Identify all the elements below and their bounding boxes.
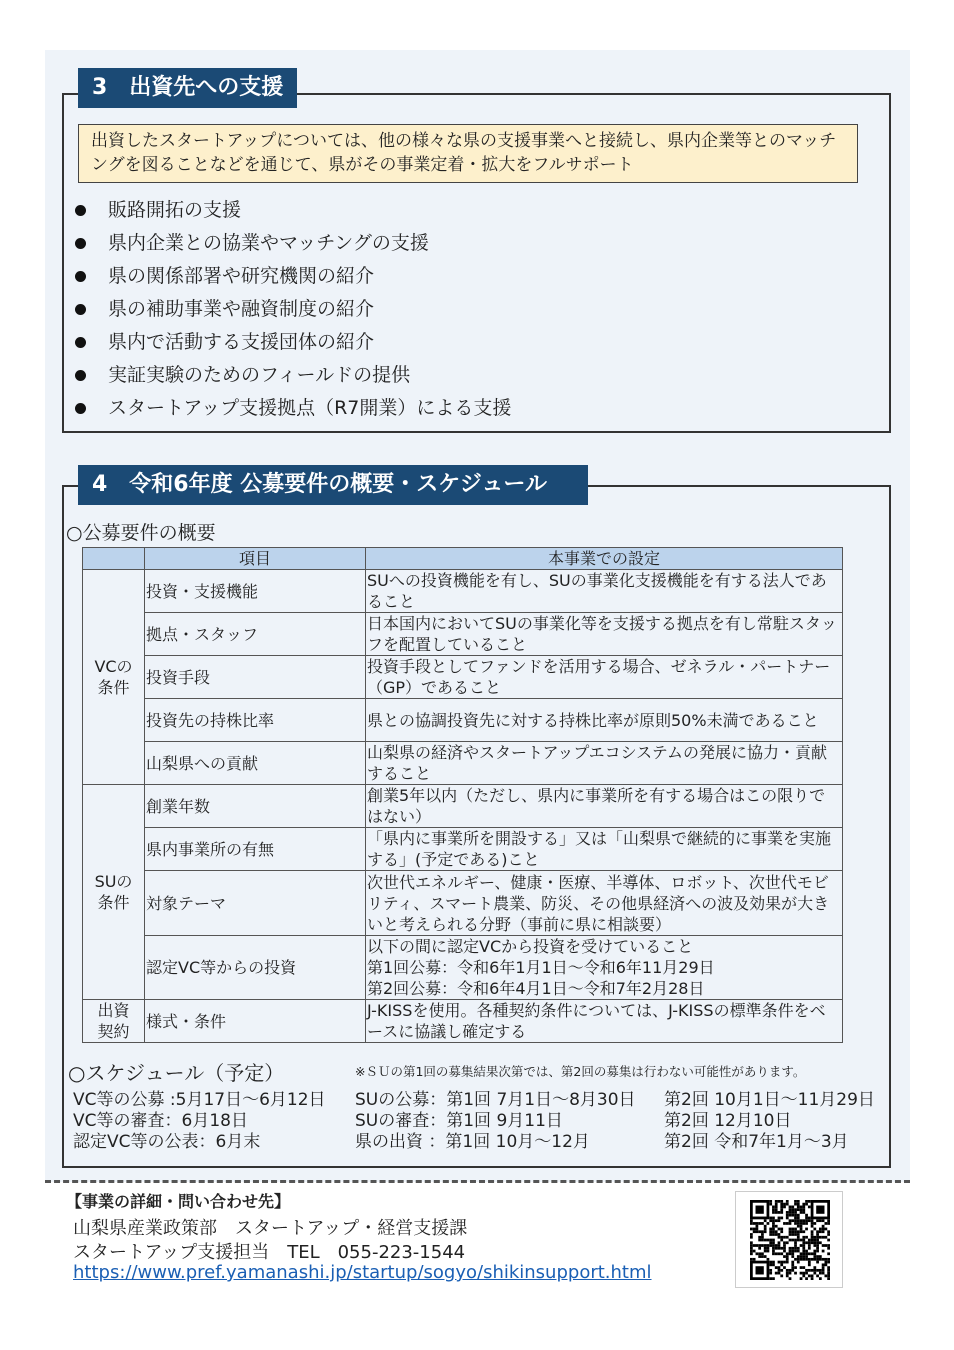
item-cell: 投資・支援機能 bbox=[145, 570, 366, 613]
bullet-item bbox=[75, 294, 374, 321]
contact-url-link[interactable]: https://www.pref.yamanashi.jp/startup/sogyo/shikinsupport.html bbox=[73, 1262, 652, 1283]
schedule-item: 第2回 令和7年1月～3月 bbox=[664, 1132, 849, 1152]
bullet-icon bbox=[75, 370, 86, 381]
bullet-icon bbox=[75, 271, 86, 282]
bullet-icon bbox=[75, 403, 86, 414]
qr-code[interactable] bbox=[735, 1191, 843, 1288]
bullet-text: 実証実験のためのフィールドの提供 bbox=[108, 364, 411, 386]
bullet-icon bbox=[75, 304, 86, 315]
setting-cell: 県との協調投資先に対する持株比率が原則50%未満であること bbox=[366, 699, 843, 742]
table-row bbox=[83, 656, 843, 699]
setting-cell: 山梨県の経済やスタートアップエコシステムの発展に協力・貢献すること bbox=[366, 742, 843, 785]
group-label: SUの 条件 bbox=[83, 785, 145, 1000]
schedule-item: VC等の審査：6月18日 bbox=[73, 1111, 248, 1131]
table-row bbox=[83, 570, 843, 613]
table-row bbox=[83, 828, 843, 871]
bullet-item bbox=[75, 261, 374, 288]
bullet-text: 県の関係部署や研究機関の紹介 bbox=[108, 265, 375, 287]
bullet-icon bbox=[75, 337, 86, 348]
setting-cell: J-KISSを使用。各種契約条件については、J-KISSの標準条件をベースに協議し確定する bbox=[366, 1000, 843, 1043]
item-cell: 投資手段 bbox=[145, 656, 366, 699]
group-label: 出資 契約 bbox=[83, 1000, 145, 1043]
section3-note: 出資したスタートアップについては、他の様々な県の支援事業へと接続し、県内企業等とのマッチングを図ることなどを通じて、県がその事業定着・拡大をフルサポート bbox=[78, 124, 858, 183]
setting-cell: 次世代エネルギー、健康・医療、半導体、ロボット、次世代モビリティ、スマート農業、防災、その他県経済への波及効果が大きいと考えられる分野（事前に県に相談要） bbox=[366, 871, 843, 936]
contact-heading: 【事業の詳細・問い合わせ先】 bbox=[66, 1192, 291, 1211]
item-cell: 拠点・スタッフ bbox=[145, 613, 366, 656]
setting-cell: 創業5年以内（ただし、県内に事業所を有する場合はこの限りではない） bbox=[366, 785, 843, 828]
setting-cell: 「県内に事業所を開設する」又は「山梨県で継続的に事業を実施する」(予定である)こと bbox=[366, 828, 843, 871]
requirements-heading: ○公募要件の概要 bbox=[66, 522, 216, 544]
section3-title: 3 出資先への支援 bbox=[78, 68, 297, 108]
item-cell: 認定VC等からの投資 bbox=[145, 936, 366, 1000]
section4-title: 4 令和6年度 公募要件の概要・スケジュール bbox=[78, 465, 588, 505]
schedule-item: SUの審査：第1回 9月11日 bbox=[355, 1111, 563, 1131]
schedule-item: 第2回 10月1日～11月29日 bbox=[664, 1090, 875, 1110]
bullet-icon bbox=[75, 238, 86, 249]
bullet-text: 県内で活動する支援団体の紹介 bbox=[108, 331, 375, 353]
schedule-item: 県の出資 ：第1回 10月～12月 bbox=[355, 1132, 590, 1152]
setting-cell: 以下の間に認定VCから投資を受けていること 第1回公募：令和6年1月1日～令和6年11月29日 第2回公募：令和6年4月1日～令和7年2月28日 bbox=[366, 936, 843, 1000]
table-row bbox=[83, 871, 843, 936]
bullet-text: 県の補助事業や融資制度の紹介 bbox=[108, 298, 375, 320]
item-cell: 対象テーマ bbox=[145, 871, 366, 936]
table-row bbox=[83, 613, 843, 656]
contact-dept: 山梨県産業政策部 スタートアップ・経営支援課 bbox=[73, 1218, 468, 1239]
setting-cell: 投資手段としてファンドを活用する場合、ゼネラル・パートナー（GP）であること bbox=[366, 656, 843, 699]
schedule-item: SUの公募：第1回 7月1日～8月30日 bbox=[355, 1090, 636, 1110]
contact-person: スタートアップ支援担当 TEL 055-223-1544 bbox=[73, 1242, 466, 1263]
setting-cell: 日本国内においてSUの事業化等を支援する拠点を有し常駐スタッフを配置していること bbox=[366, 613, 843, 656]
qr-code-icon bbox=[748, 1200, 832, 1280]
table-row bbox=[83, 742, 843, 785]
header-blank bbox=[83, 548, 145, 570]
bullet-item bbox=[75, 228, 429, 255]
bullet-text: 県内企業との協業やマッチングの支援 bbox=[108, 232, 429, 254]
bullet-icon bbox=[75, 205, 86, 216]
item-cell: 県内事業所の有無 bbox=[145, 828, 366, 871]
schedule-item: VC等の公募 :5月17日～6月12日 bbox=[73, 1090, 326, 1110]
bullet-item bbox=[75, 327, 374, 354]
bullet-item bbox=[75, 195, 241, 222]
table-row bbox=[83, 1000, 843, 1043]
schedule-note: ※ＳＵの第1回の募集結果次第では、第2回の募集は行わない可能性があります。 bbox=[355, 1064, 806, 1079]
group-label: VCの 条件 bbox=[83, 570, 145, 785]
schedule-heading: ○スケジュール（予定） bbox=[68, 1061, 285, 1085]
item-cell: 投資先の持株比率 bbox=[145, 699, 366, 742]
item-cell: 山梨県への貢献 bbox=[145, 742, 366, 785]
bullet-text: スタートアップ支援拠点（R7開業）による支援 bbox=[108, 397, 512, 419]
schedule-item: 第2回 12月10日 bbox=[664, 1111, 792, 1131]
schedule-item: 認定VC等の公表：6月末 bbox=[73, 1132, 261, 1152]
table-row bbox=[83, 936, 843, 1000]
header-item: 項目 bbox=[145, 548, 366, 570]
setting-cell: SUへの投資機能を有し、SUの事業化支援機能を有する法人であること bbox=[366, 570, 843, 613]
requirements-table bbox=[82, 547, 843, 1043]
item-cell: 様式・条件 bbox=[145, 1000, 366, 1043]
table-row bbox=[83, 785, 843, 828]
divider bbox=[45, 1180, 910, 1183]
bullet-text: 販路開拓の支援 bbox=[108, 199, 242, 221]
item-cell: 創業年数 bbox=[145, 785, 366, 828]
bullet-item bbox=[75, 393, 511, 420]
table-row bbox=[83, 699, 843, 742]
header-setting: 本事業での設定 bbox=[366, 548, 843, 570]
bullet-item bbox=[75, 360, 410, 387]
